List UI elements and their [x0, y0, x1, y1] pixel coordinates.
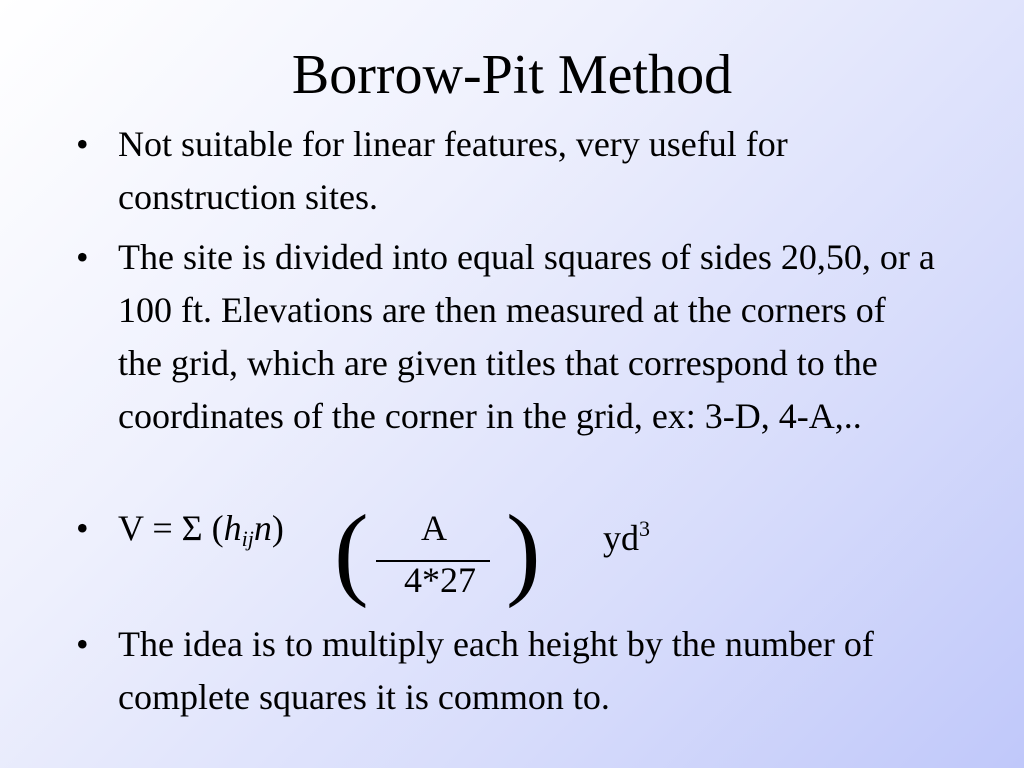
volume-formula — [76, 490, 976, 610]
bullet-item — [76, 118, 936, 224]
formula-n: n — [253, 508, 272, 548]
bullet-dot-icon: • — [76, 237, 89, 277]
formula-subscript: ij — [241, 526, 254, 551]
formula-unit — [603, 502, 650, 565]
formula-close-paren: ) — [506, 494, 541, 609]
formula-open-paren: ( — [334, 494, 369, 609]
formula-unit-exponent: 3 — [639, 516, 650, 541]
slide-title: Borrow-Pit Method — [291, 44, 733, 106]
bullet-dot-icon: • — [76, 624, 89, 664]
formula-unit-text: yd — [603, 518, 639, 558]
formula-numerator: A — [421, 508, 447, 548]
bullet-text: The idea is to multiply each height by the number of complete squares it is common to. — [118, 624, 874, 717]
formula-lhs — [118, 502, 284, 565]
formula-suffix: ) — [271, 508, 284, 548]
formula-denominator: 4*27 — [404, 560, 476, 600]
bullet-text: The site is divided into equal squares of sides 20,50, or a 100 ft. Elevations are then measured at the corners of the grid, which are given titles that correspond to the coordinates of the corner in the grid, ex: 3-D, 4-A,.. — [118, 237, 935, 436]
bullet-text: Not suitable for linear features, very useful for construction sites. — [118, 124, 788, 217]
formula-h: h — [223, 508, 242, 548]
bullet-dot-icon: • — [76, 124, 89, 164]
bullet-item — [76, 231, 936, 443]
formula-prefix: V = Σ ( — [118, 508, 224, 548]
bullet-item — [76, 618, 936, 724]
bullet-dot-icon: • — [76, 508, 89, 548]
